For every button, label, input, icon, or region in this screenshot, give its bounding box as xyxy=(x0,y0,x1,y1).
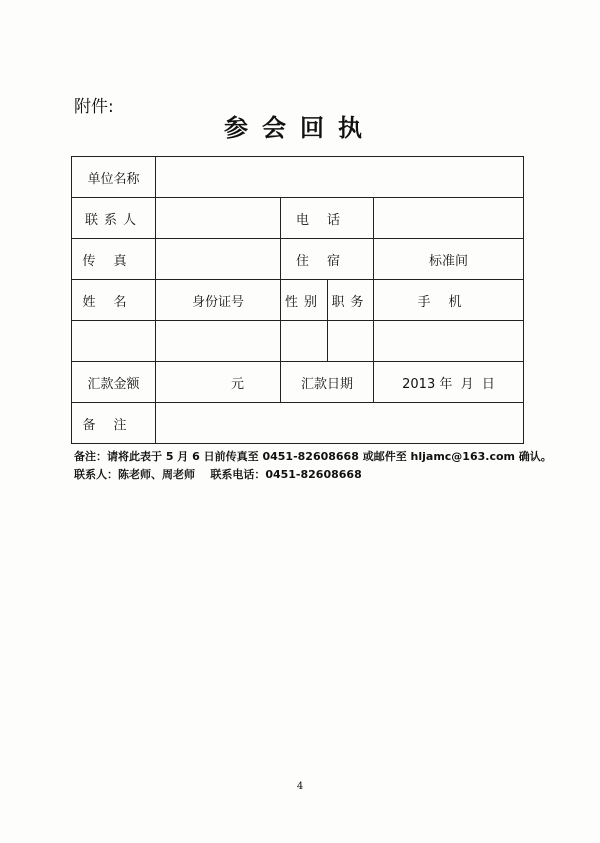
position-header: 职务 xyxy=(328,280,374,321)
fax-field[interactable] xyxy=(156,239,281,280)
attendee-id-field[interactable] xyxy=(156,321,281,362)
amount-field[interactable] xyxy=(156,362,281,403)
yuan-unit: 元 xyxy=(230,376,244,392)
room-type-value: 标准间 xyxy=(374,239,524,280)
fax-label: 传真 xyxy=(72,239,156,280)
contact-field[interactable] xyxy=(156,198,281,239)
attendee-name-field[interactable] xyxy=(72,321,156,362)
row-remarks xyxy=(72,403,524,444)
attendee-position-field[interactable] xyxy=(328,321,374,362)
mobile-header: 手机 xyxy=(374,280,524,321)
row-fax xyxy=(72,239,524,280)
row-unit xyxy=(72,157,524,198)
row-contact xyxy=(72,198,524,239)
row-headers xyxy=(72,280,524,321)
notes-line-2: 联系人：陈老师、周老师 联系电话：0451-82608668 xyxy=(74,468,362,481)
contact-label: 联系人 xyxy=(72,198,156,239)
page-number: 4 xyxy=(296,781,304,792)
gender-header: 性别 xyxy=(281,280,328,321)
unit-name-field[interactable] xyxy=(156,157,524,198)
notes-line-1: 备注：请将此表于 5 月 6 日前传真至 0451-82608668 或邮件至 hljamc@163.com 确认。 xyxy=(74,450,552,463)
reply-form-table xyxy=(71,156,524,444)
amount-label: 汇款金额 xyxy=(72,362,156,403)
remit-date-label: 汇款日期 xyxy=(281,362,374,403)
remarks-field[interactable] xyxy=(156,403,524,444)
id-number-header: 身份证号 xyxy=(156,280,281,321)
attachment-label: 附件: xyxy=(74,97,114,117)
remarks-label: 备注 xyxy=(72,403,156,444)
page-title: 参会回执 xyxy=(224,114,376,142)
lodging-label: 住宿 xyxy=(281,239,374,280)
notes-block xyxy=(74,448,552,484)
attendee-gender-field[interactable] xyxy=(281,321,328,362)
attendee-mobile-field[interactable] xyxy=(374,321,524,362)
name-header: 姓名 xyxy=(72,280,156,321)
phone-field[interactable] xyxy=(374,198,524,239)
remit-date-field[interactable]: 2013 年 月 日 xyxy=(374,362,524,403)
row-payment xyxy=(72,362,524,403)
unit-name-label: 单位名称 xyxy=(72,157,156,198)
phone-label: 电话 xyxy=(281,198,374,239)
row-attendee xyxy=(72,321,524,362)
